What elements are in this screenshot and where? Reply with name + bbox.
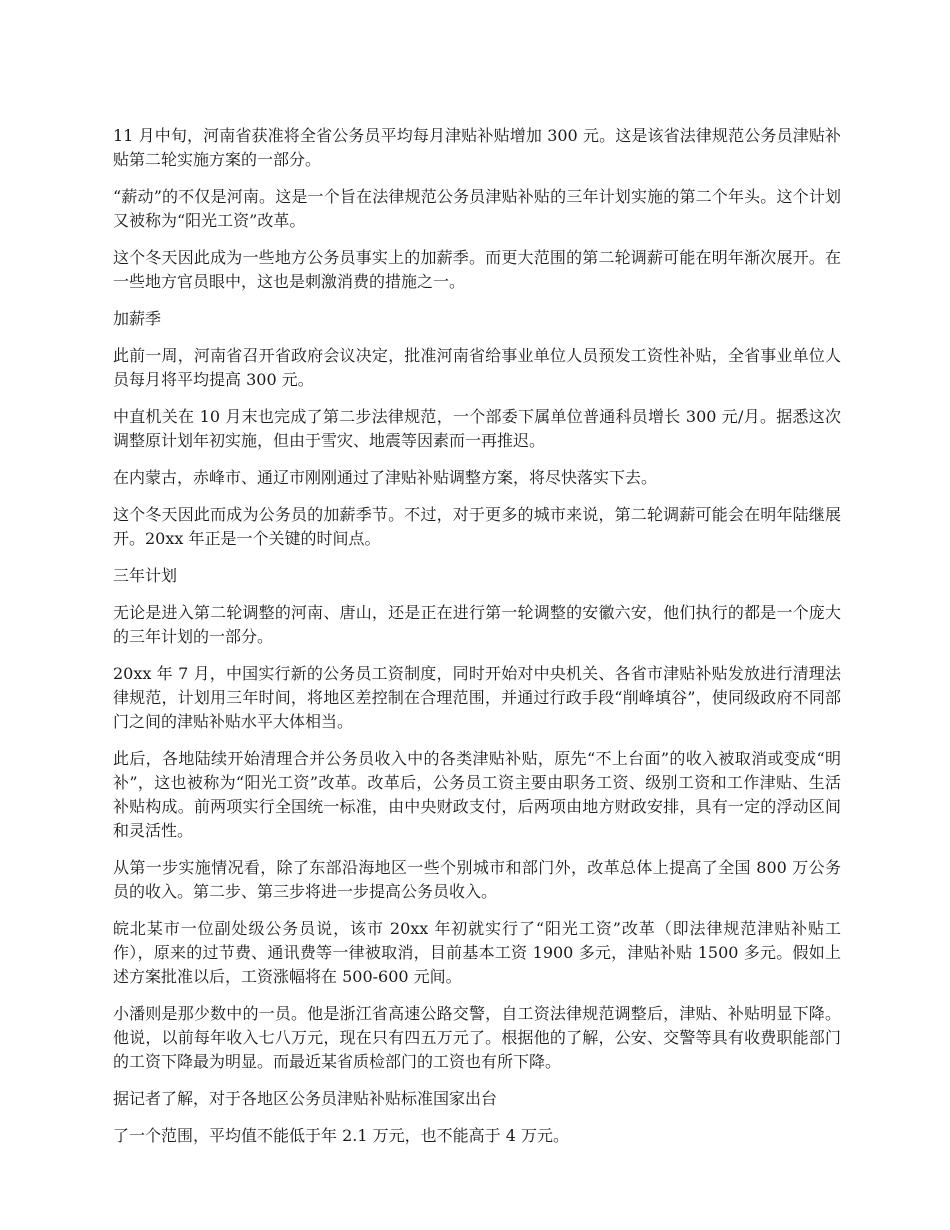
paragraph: 这个冬天因此而成为公务员的加薪季节。不过，对于更多的城市来说，第二轮调薪可能会在明年陆继展开。20xx 年正是一个关键的时间点。 xyxy=(113,505,841,548)
paragraph: 了一个范围，平均值不能低于年 2.1 万元，也不能高于 4 万元。 xyxy=(113,1126,569,1145)
section-heading: 三年计划 xyxy=(113,566,178,585)
paragraph: 11 月中旬，河南省获准将全省公务员平均每月津贴补贴增加 300 元。这是该省法律规范公务员津贴补贴第二轮实施方案的一部分。 xyxy=(113,126,841,169)
paragraph: “薪动”的不仅是河南。这是一个旨在法律规范公务员津贴补贴的三年计划实施的第二个年头。这个计划又被称为“阳光工资”改革。 xyxy=(113,187,841,230)
paragraph: 此前一周，河南省召开省政府会议决定，批准河南省给事业单位人员预发工资性补贴，全省事业单位人员每月将平均提高 300 元。 xyxy=(113,346,841,389)
paragraph: 此后，各地陆续开始清理合并公务员收入中的各类津贴补贴，原先“不上台面”的收入被取消或变成“明补”，这也被称为“阳光工资”改革。改革后，公务员工资主要由职务工资、级别工资和工作津贴、生活补贴构成。前两项实行全国统一标准，由中央财政支付，后两项由地方财政安排，具有一定的浮动区间和灵活性。 xyxy=(113,749,841,840)
paragraph: 这个冬天因此成为一些地方公务员事实上的加薪季。而更大范围的第二轮调薪可能在明年渐次展开。在一些地方官员眼中，这也是刺激消费的措施之一。 xyxy=(113,248,841,291)
paragraph: 从第一步实施情况看，除了东部沿海地区一些个别城市和部门外，改革总体上提高了全国 800 万公务员的收入。第二步、第三步将进一步提高公务员收入。 xyxy=(113,858,841,901)
paragraph: 中直机关在 10 月末也完成了第二步法律规范，一个部委下属单位普通科员增长 300 元/月。据悉这次调整原计划年初实施，但由于雪灾、地震等因素而一再推迟。 xyxy=(113,407,841,450)
paragraph: 在内蒙古，赤峰市、通辽市刚刚通过了津贴补贴调整方案，将尽快落实下去。 xyxy=(113,468,658,487)
paragraph: 20xx 年 7 月，中国实行新的公务员工资制度，同时开始对中央机关、各省市津贴补贴发放进行清理法律规范，计划用三年时间，将地区差控制在合理范围，并通过行政手段“削峰填谷”，使同级政府不同部门之间的津贴补贴水平大体相当。 xyxy=(113,664,841,731)
paragraph: 无论是进入第二轮调整的河南、唐山，还是正在进行第一轮调整的安徽六安，他们执行的都是一个庞大的三年计划的一部分。 xyxy=(113,603,841,646)
document-body xyxy=(113,124,841,1161)
paragraph: 皖北某市一位副处级公务员说，该市 20xx 年初就实行了“阳光工资”改革（即法律规范津贴补贴工作），原来的过节费、通讯费等一律被取消，目前基本工资 1900 多元，津贴补贴 1500 多元。假如上述方案批准以后，工资涨幅将在 500-600 元间。 xyxy=(113,919,841,986)
paragraph: 小潘则是那少数中的一员。他是浙江省高速公路交警，自工资法律规范调整后，津贴、补贴明显下降。他说，以前每年收入七八万元，现在只有四五万元了。根据他的了解，公安、交警等具有收费职能部门的工资下降最为明显。而最近某省质检部门的工资也有所下降。 xyxy=(113,1004,841,1071)
paragraph: 据记者了解，对于各地区公务员津贴补贴标准国家出台 xyxy=(113,1089,498,1108)
section-heading: 加薪季 xyxy=(113,309,162,328)
